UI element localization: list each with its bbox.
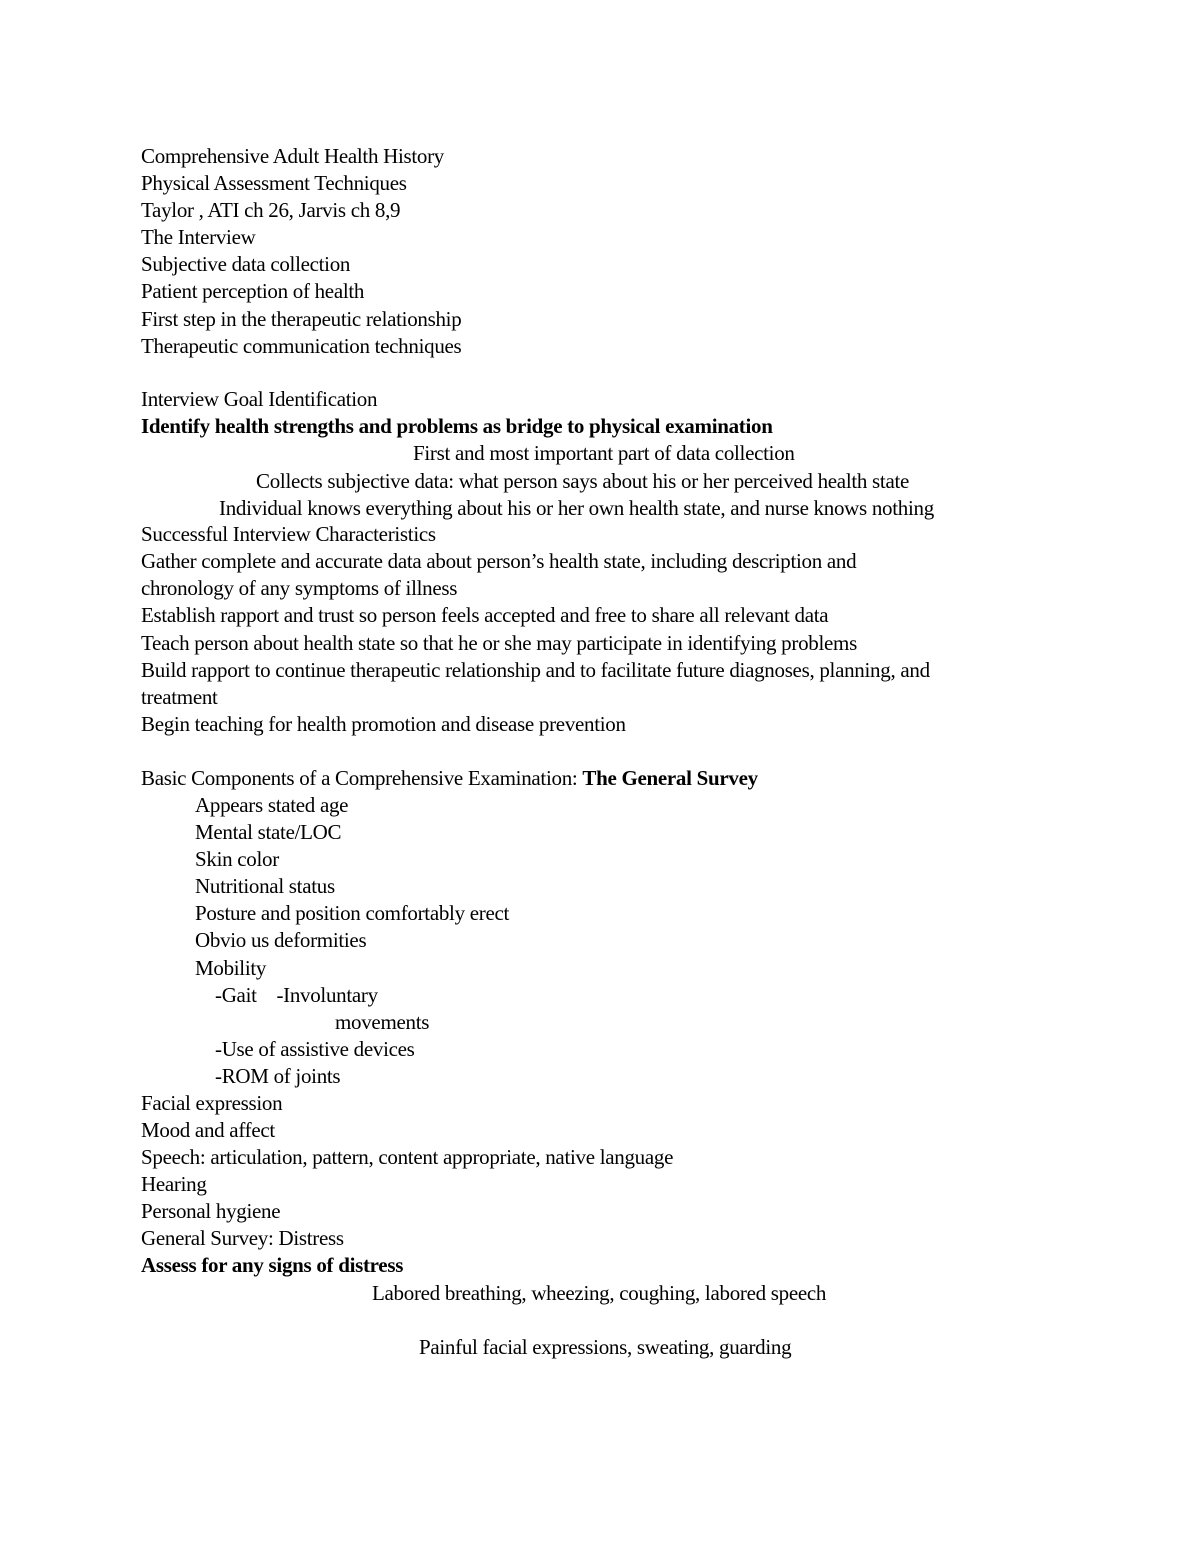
success-line: Build rapport to continue therapeutic relationship and to facilitate future diagnoses, planning, and — [141, 658, 930, 682]
survey-more-item: Mood and affect — [141, 1118, 275, 1142]
success-line: Begin teaching for health promotion and disease prevention — [141, 712, 626, 736]
survey-heading — [141, 765, 758, 792]
mobility-subitem: -ROM of joints — [215, 1064, 341, 1088]
survey-more-item: Speech: articulation, pattern, content appropriate, native language — [141, 1145, 674, 1169]
interview-item: First step in the therapeutic relationship — [141, 307, 462, 331]
survey-more-item: Hearing — [141, 1172, 207, 1196]
distress-sign: Labored breathing, wheezing, coughing, labored speech — [372, 1281, 827, 1305]
survey-heading-prefix: Basic Components of a Comprehensive Examination: — [141, 766, 583, 790]
success-line: Teach person about health state so that he or she may participate in identifying problems — [141, 631, 857, 655]
survey-item: Mental state/LOC — [195, 820, 342, 844]
mobility-subitem: -Use of assistive devices — [215, 1037, 415, 1061]
survey-heading-bold: The General Survey — [582, 766, 758, 790]
interview-item: Therapeutic communication techniques — [141, 334, 462, 358]
goal-heading: Interview Goal Identification — [141, 387, 378, 411]
success-line: treatment — [141, 685, 218, 709]
interview-heading: The Interview — [141, 225, 256, 249]
document-title: Comprehensive Adult Health History — [141, 144, 445, 168]
references-line: Taylor , ATI ch 26, Jarvis ch 8,9 — [141, 198, 401, 222]
survey-item: Mobility — [195, 956, 267, 980]
survey-more-item: General Survey: Distress — [141, 1226, 344, 1250]
success-heading: Successful Interview Characteristics — [141, 522, 436, 546]
survey-item: Obvio us deformities — [195, 928, 367, 952]
mobility-subitem: movements — [335, 1010, 430, 1034]
survey-item: Nutritional status — [195, 874, 335, 898]
success-line: chronology of any symptoms of illness — [141, 576, 458, 600]
mobility-subitem: -Gait -Involuntary — [215, 983, 378, 1007]
interview-item: Patient perception of health — [141, 279, 365, 303]
survey-item: Skin color — [195, 847, 279, 871]
distress-sign: Painful facial expressions, sweating, guarding — [419, 1335, 792, 1359]
distress-bold-statement: Assess for any signs of distress — [141, 1253, 404, 1277]
document-subtitle: Physical Assessment Techniques — [141, 171, 407, 195]
survey-item: Appears stated age — [195, 793, 349, 817]
survey-more-item: Facial expression — [141, 1091, 283, 1115]
goal-centered-line: Individual knows everything about his or her own health state, and nurse knows nothing — [219, 496, 934, 520]
survey-item: Posture and position comfortably erect — [195, 901, 510, 925]
survey-more-item: Personal hygiene — [141, 1199, 281, 1223]
success-line: Establish rapport and trust so person feels accepted and free to share all relevant data — [141, 603, 829, 627]
goal-centered-line: Collects subjective data: what person says about his or her perceived health state — [256, 469, 910, 493]
success-line: Gather complete and accurate data about person’s health state, including description and — [141, 549, 857, 573]
interview-item: Subjective data collection — [141, 252, 351, 276]
goal-centered-line: First and most important part of data collection — [413, 441, 795, 465]
goal-bold-statement: Identify health strengths and problems as bridge to physical examination — [141, 414, 773, 438]
